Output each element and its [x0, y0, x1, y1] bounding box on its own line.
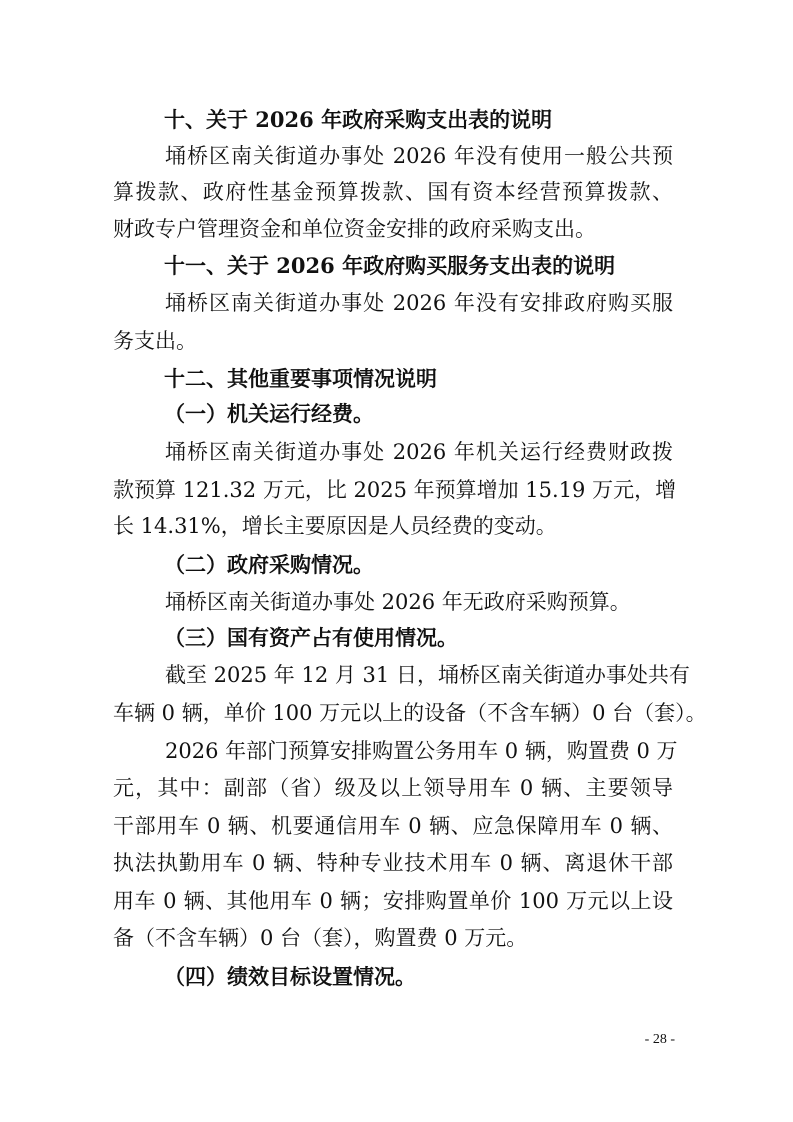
paragraph-line: 车辆 0 辆，单价 100 万元以上的设备（不含车辆）0 台（套）。: [113, 701, 707, 725]
paragraph-line: 2026 年部门预算安排购置公务用车 0 辆，购置费 0 万: [165, 739, 678, 763]
paragraph-line: 执法执勤用车 0 辆、特种专业技术用车 0 辆、离退休干部: [113, 851, 673, 875]
section-10-heading: 十、关于 2026 年政府采购支出表的说明: [164, 107, 553, 132]
subsection-1-heading: （一）机关运行经费。: [164, 401, 374, 426]
paragraph-line: 财政专户管理资金和单位资金安排的政府采购支出。: [113, 217, 596, 241]
paragraph-line: 长 14.31%，增长主要原因是人员经费的变动。: [113, 514, 557, 538]
page-number: - 28 -: [644, 1032, 675, 1047]
paragraph-line: 用车 0 辆、其他用车 0 辆；安排购置单价 100 万元以上设: [113, 889, 673, 913]
paragraph-line: 元，其中：副部（省）级及以上领导用车 0 辆、主要领导: [113, 776, 673, 800]
paragraph-line: 埇桥区南关街道办事处 2026 年无政府采购预算。: [165, 590, 631, 614]
paragraph-line: 截至 2025 年 12 月 31 日，埇桥区南关街道办事处共有: [165, 663, 690, 687]
paragraph-line: 埇桥区南关街道办事处 2026 年没有使用一般公共预: [165, 144, 673, 168]
section-12-heading: 十二、其他重要事项情况说明: [164, 366, 437, 391]
paragraph-line: 干部用车 0 辆、机要通信用车 0 辆、应急保障用车 0 辆、: [113, 814, 673, 838]
paragraph-line: 务支出。: [113, 329, 197, 353]
subsection-4-heading: （四）绩效目标设置情况。: [164, 964, 416, 989]
subsection-2-heading: （二）政府采购情况。: [164, 552, 374, 577]
subsection-3-heading: （三）国有资产占有使用情况。: [164, 625, 458, 650]
paragraph-line: 款预算 121.32 万元，比 2025 年预算增加 15.19 万元，增: [113, 478, 677, 502]
paragraph-line: 备（不含车辆）0 台（套），购置费 0 万元。: [113, 926, 528, 950]
paragraph-line: 埇桥区南关街道办事处 2026 年没有安排政府购买服: [165, 291, 673, 315]
paragraph-line: 埇桥区南关街道办事处 2026 年机关运行经费财政拨: [165, 440, 673, 464]
section-11-heading: 十一、关于 2026 年政府购买服务支出表的说明: [164, 253, 616, 278]
paragraph-line: 算拨款、政府性基金预算拨款、国有资本经营预算拨款、: [113, 180, 673, 204]
